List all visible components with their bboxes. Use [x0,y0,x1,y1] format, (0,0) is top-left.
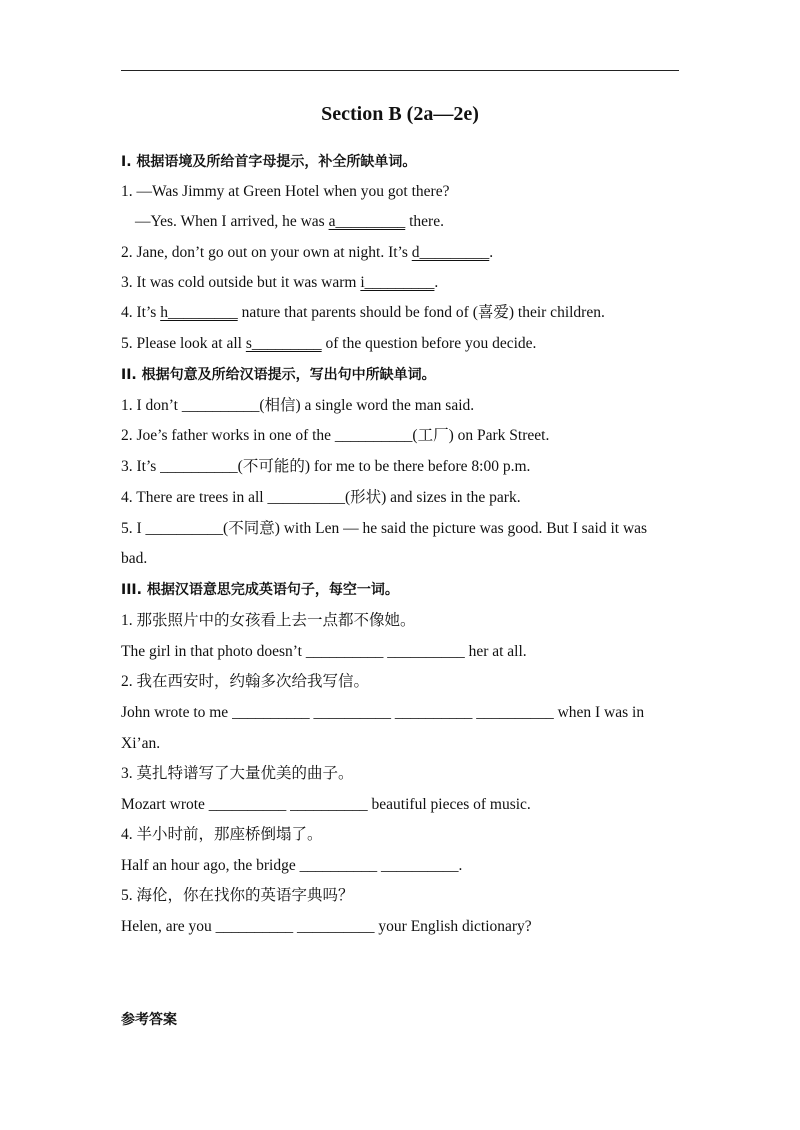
part1-q1-line1: 1. —Was Jimmy at Green Hotel when you got there? [121,183,450,200]
part3-q5-cn: 5. 海伦，你在找你的英语字典吗？ [121,887,354,904]
q3-text-pre: 3. It was cold outside but it was warm [121,274,361,291]
q5-text-post: of the question before you decide. [321,335,537,352]
part3-q4-cn: 4. 半小时前，那座桥倒塌了。 [121,826,323,843]
part3-q4-en: Half an hour ago, the bridge __________ __________. [121,857,463,874]
top-rule [121,70,679,71]
q2-blank: d_________ [411,244,490,261]
part2-q4: 4. There are trees in all __________(形状) and sizes in the park. [121,489,521,506]
part1-q1-line2 [135,212,444,232]
q1-blank: a_________ [328,213,406,230]
q4-text-post: nature that parents should be fond of (喜爱) their children. [237,304,605,321]
q4-text-pre: 4. It’s [121,304,161,321]
part1-q4 [121,303,605,323]
part2-heading: II. 根据句意及所给汉语提示，写出句中所缺单词。 [121,367,436,383]
answers-heading: 参考答案 [121,1012,177,1028]
q3-text-post: . [434,274,439,291]
q5-text-pre: 5. Please look at all [121,335,246,352]
q1-text-post: there. [405,213,444,230]
part3-q2-en-line1: John wrote to me __________ __________ __________ __________ when I was in [121,704,645,721]
part2-q5-line1: 5. I __________(不同意) with Len — he said the picture was good. But I said it was [121,520,648,537]
part3-q5-en: Helen, are you __________ __________ your English dictionary? [121,918,532,935]
q5-blank: s_________ [245,335,322,352]
q3-blank: i_________ [360,274,435,291]
part3-q2-cn: 2. 我在西安时，约翰多次给我写信。 [121,673,370,690]
part2-q2: 2. Joe’s father works in one of the __________(工厂) on Park Street. [121,427,550,444]
page-title: Section B (2a—2e) [321,103,479,125]
part3-q1-en: The girl in that photo doesn’t __________ __________ her at all. [121,643,527,660]
q4-blank: h_________ [160,304,238,321]
part2-q3: 3. It’s __________(不可能的) for me to be there before 8:00 p.m. [121,458,531,475]
part3-q3-en: Mozart wrote __________ __________ beautiful pieces of music. [121,796,531,813]
part3-q3-cn: 3. 莫扎特谱写了大量优美的曲子。 [121,765,354,782]
part3-q1-cn: 1. 那张照片中的女孩看上去一点都不像她。 [121,612,416,629]
q2-text-post: . [489,244,494,261]
part1-q5 [121,334,536,354]
part1-q3 [121,273,438,293]
part2-q5-line2: bad. [121,550,148,567]
part1-heading: I. 根据语境及所给首字母提示，补全所缺单词。 [121,154,417,170]
q1-text-pre: —Yes. When I arrived, he was [135,213,329,230]
part3-heading: III. 根据汉语意思完成英语句子，每空一词。 [121,582,399,598]
part2-q1: 1. I don’t __________(相信) a single word the man said. [121,397,475,414]
part1-q2 [121,243,493,263]
q2-text-pre: 2. Jane, don’t go out on your own at night. It’s [121,244,412,261]
part3-q2-en-line2: Xi’an. [121,735,161,752]
